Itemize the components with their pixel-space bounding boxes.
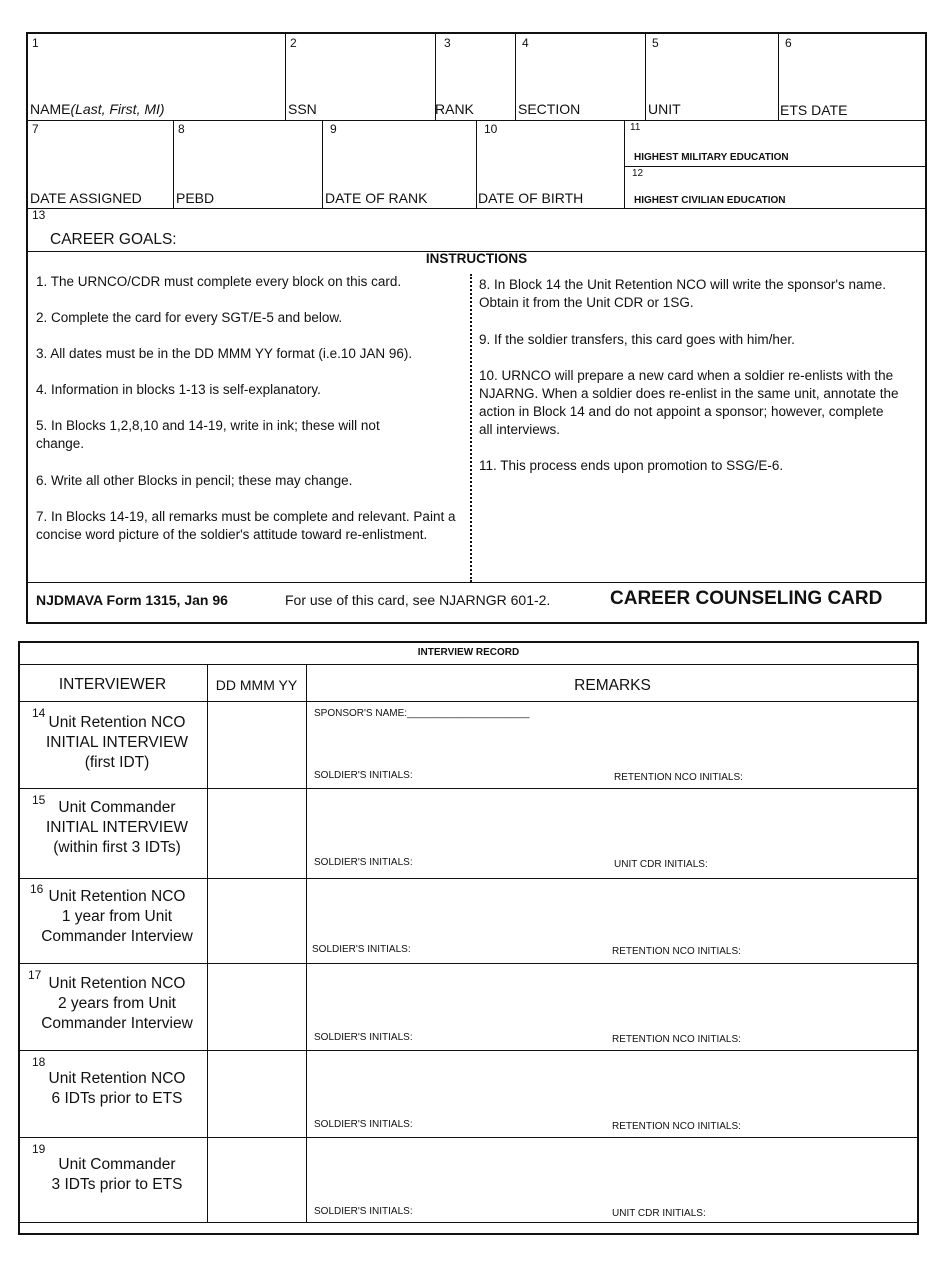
block-6-number: 6 [785,36,792,50]
row-divider [18,1050,919,1051]
row-17-other-initials: RETENTION NCO INITIALS: [612,1034,741,1045]
row-17-number: 17 [28,968,42,982]
block-13-number: 13 [32,208,46,222]
date-header: DD MMM YY [215,677,298,693]
block-5-label: UNIT [648,101,681,117]
row-18-soldier-initials: SOLDIER'S INITIALS: [314,1119,413,1130]
instruction-9: 9. If the soldier transfers, this card goes with him/her. [479,332,795,347]
row-16-other-initials: RETENTION NCO INITIALS: [612,946,741,957]
row-14-interviewer: Unit Retention NCO INITIAL INTERVIEW (first IDT) [45,714,189,771]
row-14-number: 14 [32,706,46,720]
divider [322,120,323,208]
sponsor-name-label: SPONSOR'S NAME:______________________ [314,708,530,719]
row-divider [18,878,919,879]
divider [285,32,286,120]
block-10-number: 10 [484,122,498,136]
block-10-label: DATE OF BIRTH [478,190,584,206]
instructions-title: INSTRUCTIONS [425,251,528,266]
title-divider [18,664,919,665]
block-2-label: SSN [288,101,317,117]
divider [778,32,779,120]
form-reference: For use of this card, see NJARNGR 601-2. [285,592,551,608]
block-8-label: PEBD [176,190,215,206]
row-divider [18,963,919,964]
instruction-10: 10. URNCO will prepare a new card when a soldier re-enlists with the NJARNG. When a soldier does re-enlist in the same unit, annotate the action in Block 14 and do not appoint a sponsor; however, complete all interviews. [479,368,899,437]
block-3-number: 3 [444,36,451,50]
instruction-6: 6. Write all other Blocks in pencil; these may change. [36,473,353,488]
block-9-number: 9 [330,122,337,136]
career-goals-label: CAREER GOALS: [50,231,177,248]
instruction-2: 2. Complete the card for every SGT/E-5 and below. [36,310,343,325]
block-1-number: 1 [32,36,39,50]
instruction-4: 4. Information in blocks 1-13 is self-explanatory. [36,382,321,397]
row-19-other-initials: UNIT CDR INITIALS: [612,1208,706,1219]
divider [173,120,174,208]
row-15-number: 15 [32,793,46,807]
block11-12-divider [624,166,927,167]
row-16-soldier-initials: SOLDIER'S INITIALS: [312,944,411,955]
row-18-number: 18 [32,1055,46,1069]
divider [515,32,516,120]
row-17-soldier-initials: SOLDIER'S INITIALS: [314,1032,413,1043]
footer-divider [26,582,927,583]
instruction-5: 5. In Blocks 1,2,8,10 and 14-19, write in ink; these will not change. [36,418,380,451]
form-number: NJDMAVA Form 1315, Jan 96 [36,592,228,608]
row-16-number: 16 [30,882,44,896]
row-15-interviewer: Unit Commander INITIAL INTERVIEW (within first 3 IDTs) [45,799,189,856]
row2-divider [26,208,927,209]
row-19-number: 19 [32,1142,46,1156]
block-3-label: RANK [435,101,474,117]
row-divider [18,1137,919,1138]
date-column-divider [306,664,307,1222]
block-12-label: HIGHEST CIVILIAN EDUCATION [634,195,786,206]
instruction-7: 7. In Blocks 14-19, all remarks must be complete and relevant. Paint a concise word picture of the soldier's attitude toward re-enlistment. [36,509,456,542]
block-11-number: 11 [630,122,641,133]
block-7-number: 7 [32,122,39,136]
block-5-number: 5 [652,36,659,50]
remarks-header: REMARKS [574,677,651,694]
bottom-divider [18,1222,919,1223]
interviewer-header: INTERVIEWER [58,676,167,693]
divider [476,120,477,208]
block-1-label: NAME(Last, First, MI) [30,101,165,117]
block-2-number: 2 [290,36,297,50]
row-15-other-initials: UNIT CDR INITIALS: [614,859,708,870]
block-12-number: 12 [632,168,644,179]
row-14-other-initials: RETENTION NCO INITIALS: [614,772,743,783]
instruction-1: 1. The URNCO/CDR must complete every block on this card. [36,274,402,289]
instruction-3: 3. All dates must be in the DD MMM YY format (i.e.10 JAN 96). [36,346,413,361]
row-18-interviewer: Unit Retention NCO 6 IDTs prior to ETS [48,1070,186,1107]
row-19-interviewer: Unit Commander 3 IDTs prior to ETS [51,1156,183,1193]
instruction-11: 11. This process ends upon promotion to SSG/E-6. [479,458,784,473]
row-divider [18,788,919,789]
row-19-soldier-initials: SOLDIER'S INITIALS: [314,1206,413,1217]
divider [645,32,646,120]
instructions-column-divider [470,274,472,582]
block-7-label: DATE ASSIGNED [30,190,142,206]
block-6-label: ETS DATE [780,102,848,118]
interview-record-title: INTERVIEW RECORD [417,647,520,658]
row-14-soldier-initials: SOLDIER'S INITIALS: [314,770,413,781]
block-11-label: HIGHEST MILITARY EDUCATION [634,152,789,163]
block-8-number: 8 [178,122,185,136]
header-divider [18,701,919,702]
divider [624,120,625,208]
row-17-interviewer: Unit Retention NCO 2 years from Unit Commander Interview [41,975,193,1032]
block-4-number: 4 [522,36,529,50]
block-4-label: SECTION [518,101,581,117]
row-15-soldier-initials: SOLDIER'S INITIALS: [314,857,413,868]
instruction-8: 8. In Block 14 the Unit Retention NCO will write the sponsor's name. Obtain it from the Unit CDR or 1SG. [479,277,887,310]
row-18-other-initials: RETENTION NCO INITIALS: [612,1121,741,1132]
card-title: CAREER COUNSELING CARD [610,588,883,609]
row-16-interviewer: Unit Retention NCO 1 year from Unit Commander Interview [41,888,193,945]
block-9-label: DATE OF RANK [325,190,428,206]
